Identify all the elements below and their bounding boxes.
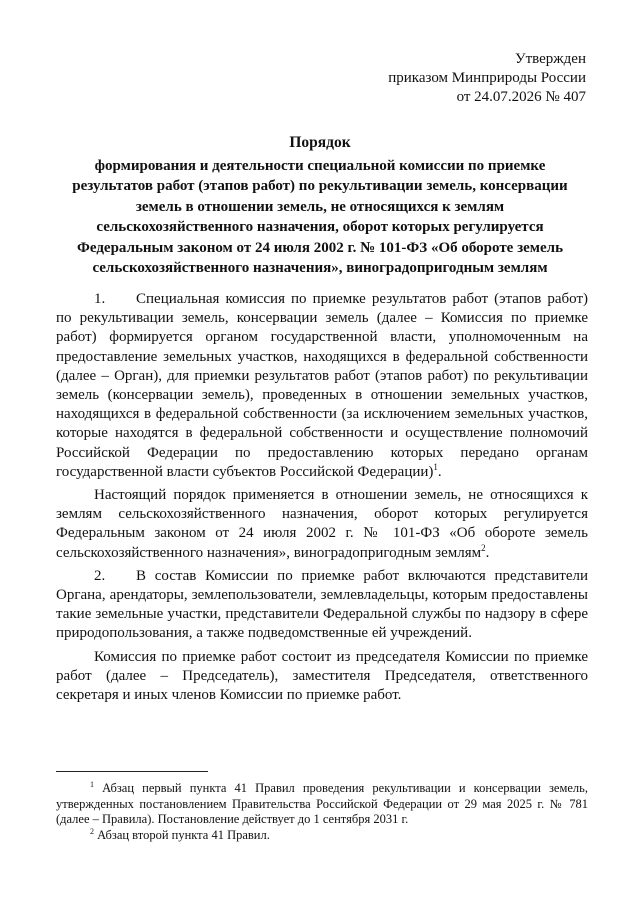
paragraph-3 bbox=[56, 567, 588, 644]
footnotes bbox=[56, 781, 588, 843]
approval-line-order: приказом Минприроды России bbox=[388, 70, 586, 86]
footnote-separator bbox=[56, 771, 208, 772]
document-body bbox=[56, 290, 588, 709]
footnote-1 bbox=[56, 781, 588, 828]
footnote-1-text: Абзац первый пункта 41 Правил проведения рекультивации и консервации земель, утвержденных постановлением Правительства Российской Федерации от 29 мая 2025 г. № 781 (далее – Правила). Постановление действует до 1 сентября 2031 г. bbox=[56, 781, 588, 826]
paragraph-2-end: . bbox=[485, 544, 490, 561]
footnote-2-text: Абзац второй пункта 41 Правил. bbox=[97, 827, 270, 842]
paragraph-4 bbox=[56, 648, 588, 706]
document-title bbox=[60, 133, 580, 279]
footnote-2-mark: 2 bbox=[90, 826, 94, 836]
title-subtitle: формирования и деятельности специальной комиссии по приемке результатов работ (этапов работ) по рекультивации земель, консервации земель в отношении земель, не относящихся к землям сельскохозяйственного назначения, оборот которых регулируется Федеральным законом от 24 июля 2002 г. № 101-ФЗ «Об обороте земель сельскохозяйственного назначения», виноградопригодным землям bbox=[72, 157, 568, 276]
title-heading: Порядок bbox=[289, 134, 351, 151]
paragraph-1 bbox=[56, 290, 588, 482]
paragraph-4-text: Комиссия по приемке работ состоит из председателя Комиссии по приемке работ (далее – Председатель), заместителя Председателя, ответственного секретаря и иных членов Комиссии по приемке работ. bbox=[56, 648, 588, 704]
paragraph-3-number: 2. bbox=[94, 567, 106, 584]
footnote-ref-2[interactable]: 2 bbox=[481, 542, 486, 553]
paragraph-2 bbox=[56, 486, 588, 563]
paragraph-3-text: В состав Комиссии по приемке работ включаются представители Органа, арендаторы, землепользователи, землевладельцы, которым предоставлены такие земельные участки, представители Федеральной службы по надзору в сфере природопользования, а также подведомственные ей учреждений. bbox=[56, 567, 588, 642]
footnote-1-mark: 1 bbox=[90, 779, 94, 789]
paragraph-1-end: . bbox=[437, 463, 442, 480]
footnote-ref-1[interactable]: 1 bbox=[433, 461, 438, 472]
footnote-2 bbox=[56, 828, 588, 844]
approval-stamp bbox=[388, 50, 586, 107]
paragraph-1-number: 1. bbox=[94, 291, 106, 307]
approval-line-date: от 24.07.2026 № 407 bbox=[456, 89, 586, 105]
paragraph-1-text: Специальная комиссия по приемке результатов работ (этапов работ) по рекультивации земель, консервации земель (далее – Комиссия по приемке работ) формируется органом государственной власти, уполномоченным на предоставление земельных участков, находящихся в федеральной собственности (далее – Орган), для приемки результатов работ (этапов работ) по рекультивации земель (консервации земель), проведенных в отношении земельных участков, находящихся в федеральной собственности (за исключением земельных участков, которые находятся в федеральной собственности и осуществление полномочий Российской Федерации по предоставлению которых передано органам государственной власти субъектов Российской Федерации) bbox=[56, 291, 588, 480]
paragraph-2-text: Настоящий порядок применяется в отношении земель, не относящихся к землям сельскохозяйственного назначения, оборот которых регулируется Федеральным законом от 24 июля 2002 г. № 101-ФЗ «Об обороте земель сельскохозяйственного назначения», виноградопригодным землям bbox=[56, 487, 588, 561]
approval-line-approved: Утвержден bbox=[514, 51, 586, 67]
